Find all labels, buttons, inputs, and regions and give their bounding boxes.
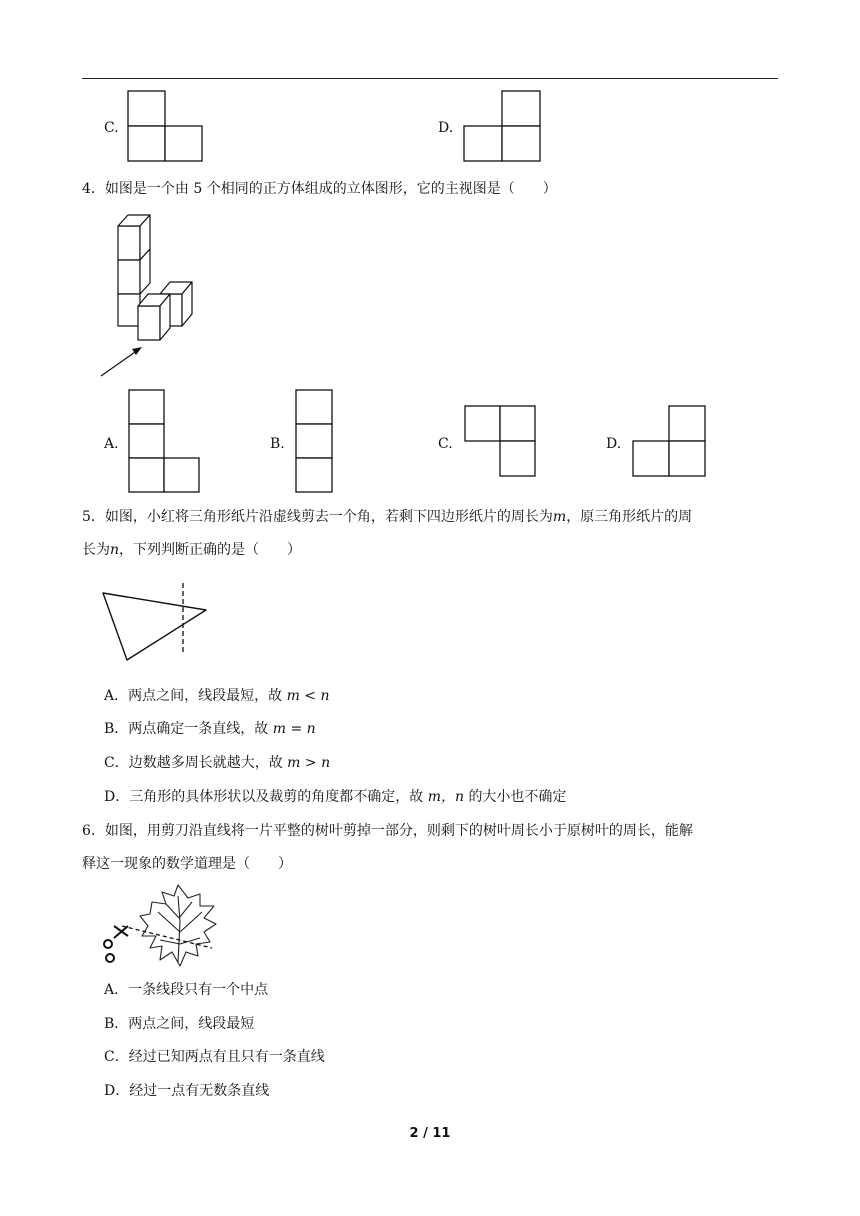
q6-option-d[interactable]: D．经过一点有无数条直线 [104,1083,270,1099]
q4-option-a-label[interactable]: A. [104,436,119,452]
q5-option-c[interactable]: C．边数越多周长就越大，故 m > n [104,755,331,771]
q6-option-c[interactable]: C．经过已知两点有且只有一条直线 [104,1049,325,1065]
q5-option-a[interactable]: A．两点之间，线段最短，故 m < n [104,688,330,704]
q4-stem: 4．如图是一个由 5 个相同的正方体组成的立体图形，它的主视图是（ ） [82,181,557,197]
q4-option-a-figure[interactable] [129,390,201,494]
q3-option-c-figure[interactable] [128,91,204,163]
q4-option-b-figure[interactable] [296,390,334,494]
q5-stem-line2: 长为n，下列判断正确的是（ ） [82,542,302,558]
q3-option-d-label[interactable]: D. [438,120,454,136]
q4-option-c-label[interactable]: C. [438,436,453,452]
q6-stem-line1: 6．如图，用剪刀沿直线将一片平整的树叶剪掉一部分，则剩下的树叶周长小于原树叶的周长，能解 [82,823,693,839]
q3-option-c-label[interactable]: C. [104,120,119,136]
q4-option-d-figure[interactable] [633,406,707,478]
header-rule [82,78,778,79]
q4-cube-figure [98,212,198,380]
q4-option-d-label[interactable]: D. [606,436,622,452]
q5-stem-line1: 5．如图，小红将三角形纸片沿虚线剪去一个角，若剩下四边形纸片的周长为m，原三角形纸片的周 [82,509,693,525]
page-number: 2 / 11 [409,1126,451,1141]
q6-option-a[interactable]: A．一条线段只有一个中点 [104,982,269,998]
q5-option-d[interactable]: D．三角形的具体形状以及裁剪的角度都不确定，故 m，n 的大小也不确定 [104,789,567,805]
q6-stem-line2: 释这一现象的数学道理是（ ） [82,856,292,872]
q3-option-d-figure[interactable] [464,91,542,163]
q4-option-b-label[interactable]: B. [270,436,285,452]
q5-option-b[interactable]: B．两点确定一条直线，故 m = n [104,721,316,737]
q6-leaf-scissors-figure [100,882,224,974]
q4-option-c-figure[interactable] [465,406,537,478]
q5-triangle-figure [100,582,212,664]
q6-option-b[interactable]: B．两点之间，线段最短 [104,1016,255,1032]
